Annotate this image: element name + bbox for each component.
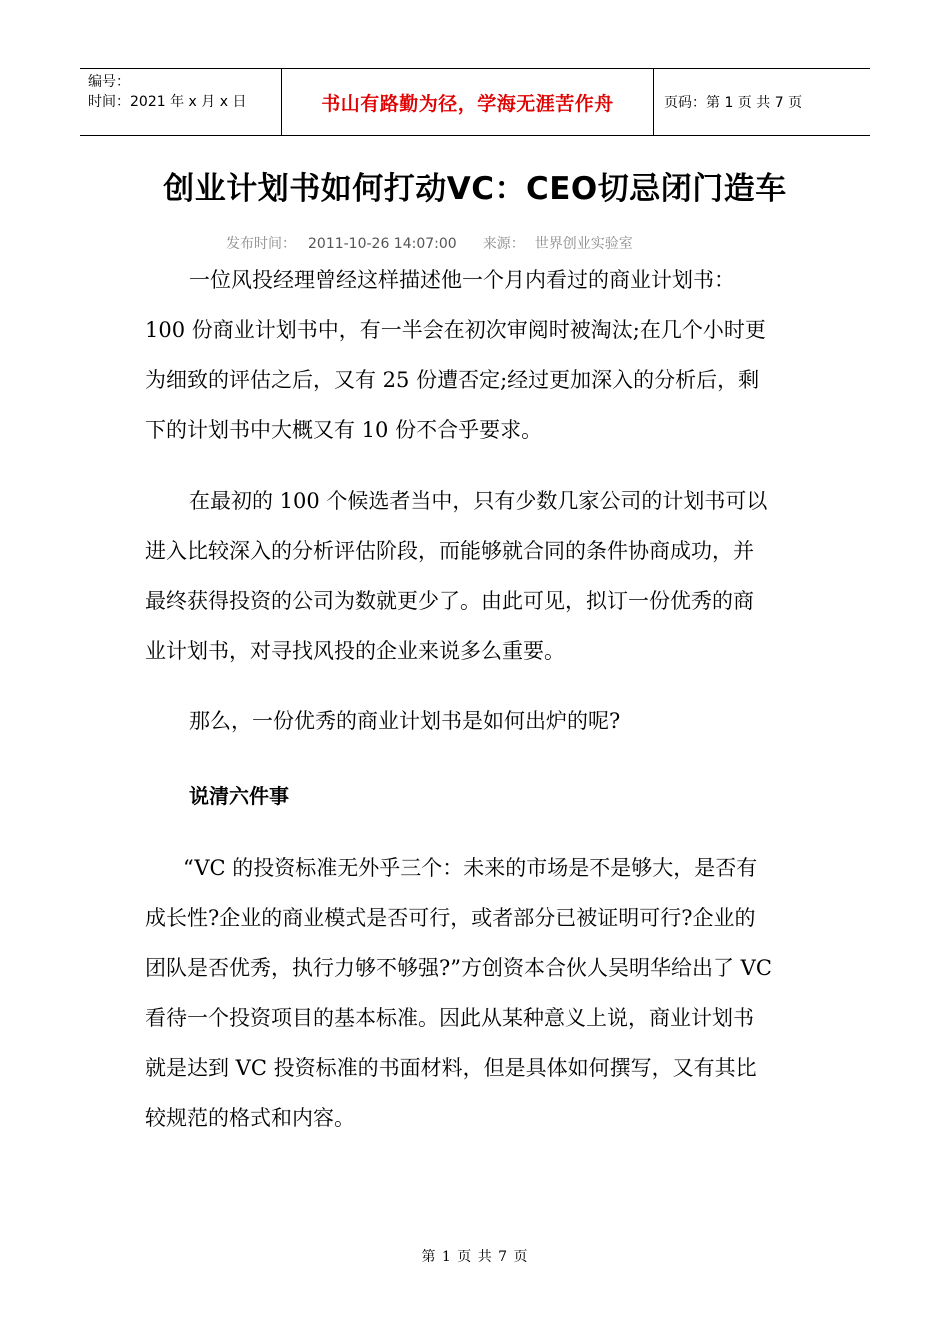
publish-time: 2011-10-26 14:07:00 [308, 236, 457, 252]
paragraph-2 [145, 476, 810, 676]
time-label: 时间：2021 年 x 月 x 日 [88, 94, 247, 110]
paragraph-line: 下的计划书中大概又有 10 份不合乎要求。 [145, 418, 543, 442]
paragraph-1 [145, 255, 810, 455]
paragraph-line: 就是达到 VC 投资标准的书面材料，但是具体如何撰写，又有其比 [145, 1056, 757, 1080]
paragraph-line: 那么，一份优秀的商业计划书是如何出炉的呢? [189, 709, 621, 733]
paragraph-line: 为细致的评估之后，又有 25 份遭否定;经过更加深入的分析后，剩 [145, 368, 760, 392]
paragraph-line: 在最初的 100 个候选者当中，只有少数几家公司的计划书可以 [189, 489, 768, 513]
section-heading: 说清六件事 [189, 784, 289, 808]
page-footer: 第 1 页 共 7 页 [421, 1249, 529, 1265]
header-info-cell [80, 69, 281, 135]
paragraph-line: 最终获得投资的公司为数就更少了。由此可见，拟订一份优秀的商 [145, 589, 754, 613]
header-motto-cell [281, 69, 654, 135]
header-page-cell [654, 69, 870, 135]
paragraph-line: 业计划书，对寻找风投的企业来说多么重要。 [145, 639, 565, 663]
paragraph-line: “VC 的投资标准无外乎三个：未来的市场是不是够大，是否有 [183, 856, 758, 880]
document-header [80, 68, 870, 136]
paragraph-line: 看待一个投资项目的基本标准。因此从某种意义上说，商业计划书 [145, 1006, 754, 1030]
source-name: 世界创业实验室 [534, 236, 633, 252]
number-label: 编号： [88, 74, 130, 90]
source-label: 来源： [482, 236, 525, 252]
article-title: 创业计划书如何打动VC：CEO切忌闭门造车 [163, 171, 787, 207]
paragraph-line: 成长性?企业的商业模式是否可行，或者部分已被证明可行?企业的 [145, 906, 756, 930]
paragraph-line: 较规范的格式和内容。 [145, 1106, 355, 1130]
paragraph-line: 团队是否优秀，执行力够不够强?”方创资本合伙人吴明华给出了 VC [145, 956, 772, 980]
paragraph-line: 进入比较深入的分析评估阶段，而能够就合同的条件协商成功，并 [145, 539, 754, 563]
paragraph-line: 100 份商业计划书中，有一半会在初次审阅时被淘汰;在几个小时更 [145, 318, 766, 342]
article-meta [226, 233, 633, 253]
section-heading-block [145, 771, 810, 821]
paragraph-3 [145, 696, 810, 746]
motto-text: 书山有路勤为径，学海无涯苦作舟 [321, 92, 614, 115]
paragraph-line: 一位风投经理曾经这样描述他一个月内看过的商业计划书： [189, 268, 735, 292]
paragraph-4 [145, 843, 810, 1143]
page-info: 页码：第 1 页 共 7 页 [664, 95, 803, 111]
publish-label: 发布时间： [226, 236, 296, 252]
